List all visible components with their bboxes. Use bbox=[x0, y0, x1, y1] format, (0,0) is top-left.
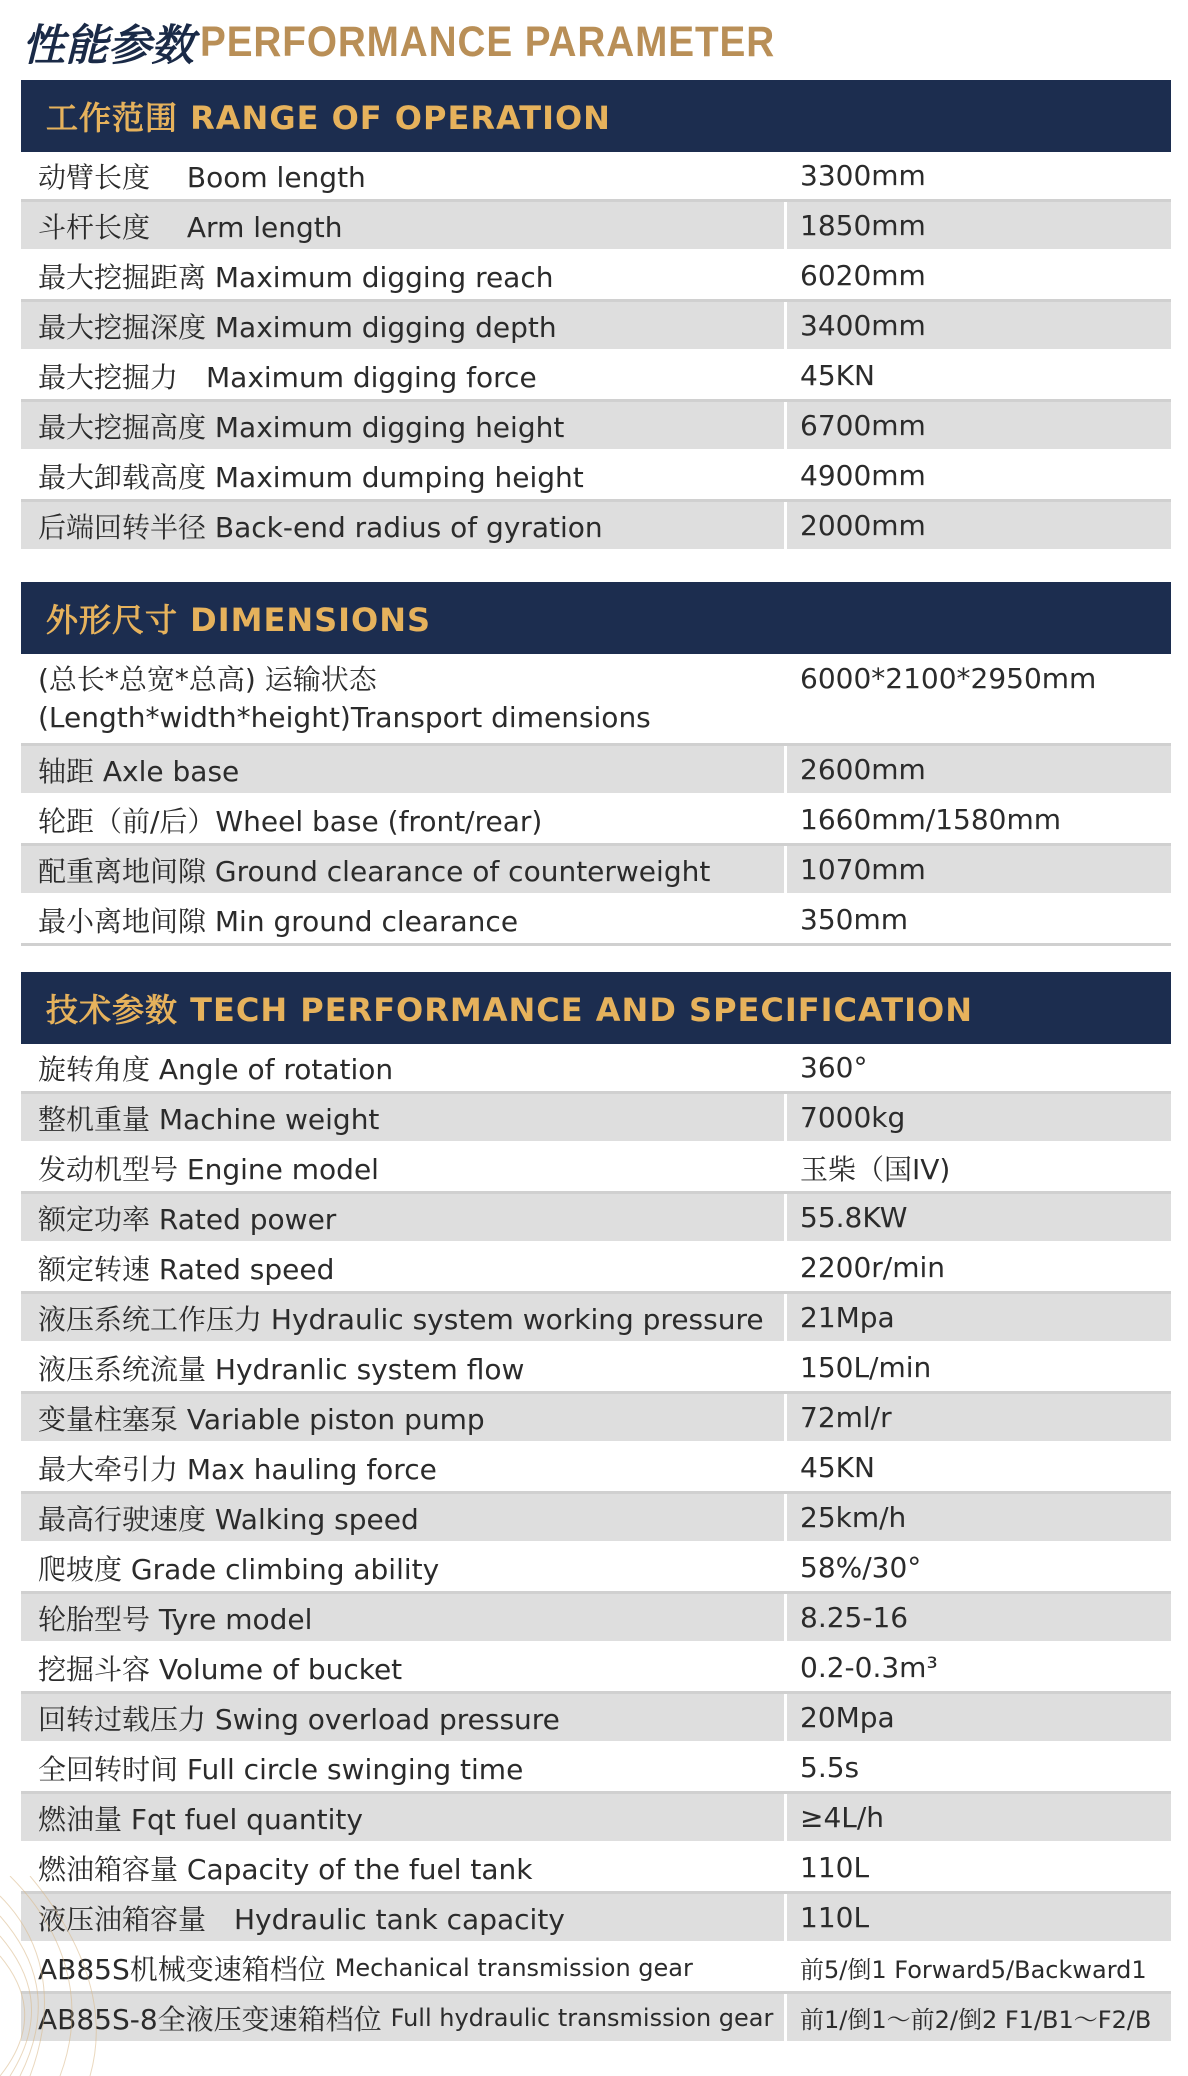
row-label: 斗杆长度 Arm length bbox=[21, 202, 784, 249]
row-label: 最小离地间隙 Min ground clearance bbox=[21, 896, 784, 943]
row-value: 55.8KW bbox=[787, 1194, 1171, 1241]
row-label-en: Full hydraulic transmission gear bbox=[390, 2003, 774, 2032]
row-value: 前1/倒1～前2/倒2 F1/B1～F2/B bbox=[787, 1994, 1171, 2041]
table-row bbox=[21, 1794, 1171, 1844]
table-row bbox=[21, 1894, 1171, 1944]
row-label-cn: AB85S机械变速箱档位 bbox=[38, 1952, 326, 1986]
table-row bbox=[21, 202, 1171, 252]
row-value: 360° bbox=[787, 1044, 1171, 1091]
row-value: 1070mm bbox=[787, 846, 1171, 893]
row-label: 后端回转半径 Back-end radius of gyration bbox=[21, 502, 784, 549]
row-label bbox=[21, 654, 784, 743]
row-value: 45KN bbox=[787, 1444, 1171, 1491]
table-row bbox=[21, 452, 1171, 502]
table-row bbox=[21, 654, 1171, 746]
row-value: 4900mm bbox=[787, 452, 1171, 499]
section-header: 技术参数 TECH PERFORMANCE AND SPECIFICATION bbox=[21, 972, 1171, 1044]
row-label: 额定功率 Rated power bbox=[21, 1194, 784, 1241]
page-title bbox=[22, 14, 839, 70]
page-title-cn: 性能参数 bbox=[22, 20, 194, 71]
table-row bbox=[21, 1494, 1171, 1544]
row-value: 72ml/r bbox=[787, 1394, 1171, 1441]
row-value: 5.5s bbox=[787, 1744, 1171, 1791]
table-row bbox=[21, 502, 1171, 552]
table-row bbox=[21, 302, 1171, 352]
row-label: 轴距 Axle base bbox=[21, 746, 784, 793]
row-label: 最大挖掘力 Maximum digging force bbox=[21, 352, 784, 399]
row-value: 3400mm bbox=[787, 302, 1171, 349]
row-label: 回转过载压力 Swing overload pressure bbox=[21, 1694, 784, 1741]
row-label bbox=[21, 1994, 784, 2041]
row-value: 7000kg bbox=[787, 1094, 1171, 1141]
section-header: 外形尺寸 DIMENSIONS bbox=[21, 582, 1171, 654]
row-value: 玉柴（国IV) bbox=[787, 1144, 1171, 1191]
row-label: 爬坡度 Grade climbing ability bbox=[21, 1544, 784, 1591]
row-label: 全回转时间 Full circle swinging time bbox=[21, 1744, 784, 1791]
row-label: 燃油箱容量 Capacity of the fuel tank bbox=[21, 1844, 784, 1891]
row-value: 2000mm bbox=[787, 502, 1171, 549]
table-row bbox=[21, 1344, 1171, 1394]
row-label bbox=[21, 1944, 784, 1991]
table-row bbox=[21, 1844, 1171, 1894]
table-row bbox=[21, 1094, 1171, 1144]
table-row bbox=[21, 152, 1171, 202]
row-label-en: Mechanical transmission gear bbox=[334, 1953, 693, 1982]
table-row bbox=[21, 402, 1171, 452]
row-label: 额定转速 Rated speed bbox=[21, 1244, 784, 1291]
table-row bbox=[21, 252, 1171, 302]
table-row bbox=[21, 352, 1171, 402]
table-row bbox=[21, 1694, 1171, 1744]
table-row bbox=[21, 1294, 1171, 1344]
row-label: 液压系统工作压力 Hydraulic system working pressure bbox=[21, 1294, 784, 1341]
row-value: 110L bbox=[787, 1844, 1171, 1891]
table-row bbox=[21, 1994, 1171, 2044]
row-value: 3300mm bbox=[787, 152, 1171, 199]
row-value: 8.25-16 bbox=[787, 1594, 1171, 1641]
section-tech-performance bbox=[21, 972, 1171, 2044]
row-value: 25km/h bbox=[787, 1494, 1171, 1541]
row-label-line2: (Length*width*height)Transport dimensions bbox=[38, 700, 651, 734]
table-row bbox=[21, 1444, 1171, 1494]
row-label: 最大挖掘高度 Maximum digging height bbox=[21, 402, 784, 449]
table-row bbox=[21, 846, 1171, 896]
table-row bbox=[21, 1544, 1171, 1594]
row-value: 6000*2100*2950mm bbox=[787, 654, 1171, 743]
row-label: 最大挖掘距离 Maximum digging reach bbox=[21, 252, 784, 299]
row-value: 45KN bbox=[787, 352, 1171, 399]
row-label: 动臂长度 Boom length bbox=[21, 152, 784, 199]
row-value: 58%/30° bbox=[787, 1544, 1171, 1591]
row-label: 液压油箱容量 Hydraulic tank capacity bbox=[21, 1894, 784, 1941]
row-value: 350mm bbox=[787, 896, 1171, 943]
table-row bbox=[21, 1394, 1171, 1444]
row-label: 轮胎型号 Tyre model bbox=[21, 1594, 784, 1641]
section-range-of-operation bbox=[21, 80, 1171, 552]
row-label-cn: AB85S-8全液压变速箱档位 bbox=[38, 2002, 382, 2036]
row-value: 2200r/min bbox=[787, 1244, 1171, 1291]
row-value: 20Mpa bbox=[787, 1694, 1171, 1741]
row-value: 1660mm/1580mm bbox=[787, 796, 1171, 843]
row-value: 21Mpa bbox=[787, 1294, 1171, 1341]
row-label: 最高行驶速度 Walking speed bbox=[21, 1494, 784, 1541]
row-label: 旋转角度 Angle of rotation bbox=[21, 1044, 784, 1091]
row-value: 6700mm bbox=[787, 402, 1171, 449]
row-label: 挖掘斗容 Volume of bucket bbox=[21, 1644, 784, 1691]
row-label: 变量柱塞泵 Variable piston pump bbox=[21, 1394, 784, 1441]
row-value: 前5/倒1 Forward5/Backward1 bbox=[787, 1944, 1171, 1991]
table-row bbox=[21, 1944, 1171, 1994]
row-label: 液压系统流量 Hydranlic system flow bbox=[21, 1344, 784, 1391]
row-value: 6020mm bbox=[787, 252, 1171, 299]
table-row bbox=[21, 1744, 1171, 1794]
row-value: 110L bbox=[787, 1894, 1171, 1941]
row-label-line1: (总长*总宽*总高) 运输状态 bbox=[38, 662, 377, 696]
row-label: 轮距（前/后）Wheel base (front/rear) bbox=[21, 796, 784, 843]
section-dimensions bbox=[21, 582, 1171, 946]
table-row bbox=[21, 1644, 1171, 1694]
row-label: 最大卸载高度 Maximum dumping height bbox=[21, 452, 784, 499]
table-row bbox=[21, 796, 1171, 846]
table-row bbox=[21, 1144, 1171, 1194]
table-row bbox=[21, 1594, 1171, 1644]
table-row bbox=[21, 1194, 1171, 1244]
row-value: 2600mm bbox=[787, 746, 1171, 793]
row-value: 0.2-0.3m³ bbox=[787, 1644, 1171, 1691]
row-value: 150L/min bbox=[787, 1344, 1171, 1391]
section-header: 工作范围 RANGE OF OPERATION bbox=[21, 80, 1171, 152]
table-row bbox=[21, 746, 1171, 796]
table-row bbox=[21, 1244, 1171, 1294]
table-row bbox=[21, 896, 1171, 946]
row-label: 最大挖掘深度 Maximum digging depth bbox=[21, 302, 784, 349]
row-label: 发动机型号 Engine model bbox=[21, 1144, 784, 1191]
table-row bbox=[21, 1044, 1171, 1094]
row-value: ≥4L/h bbox=[787, 1794, 1171, 1841]
row-label: 最大牵引力 Max hauling force bbox=[21, 1444, 784, 1491]
row-label: 燃油量 Fqt fuel quantity bbox=[21, 1794, 784, 1841]
row-label: 整机重量 Machine weight bbox=[21, 1094, 784, 1141]
row-label: 配重离地间隙 Ground clearance of counterweight bbox=[21, 846, 784, 893]
page-title-en: PERFORMANCE PARAMETER bbox=[200, 17, 776, 66]
row-value: 1850mm bbox=[787, 202, 1171, 249]
